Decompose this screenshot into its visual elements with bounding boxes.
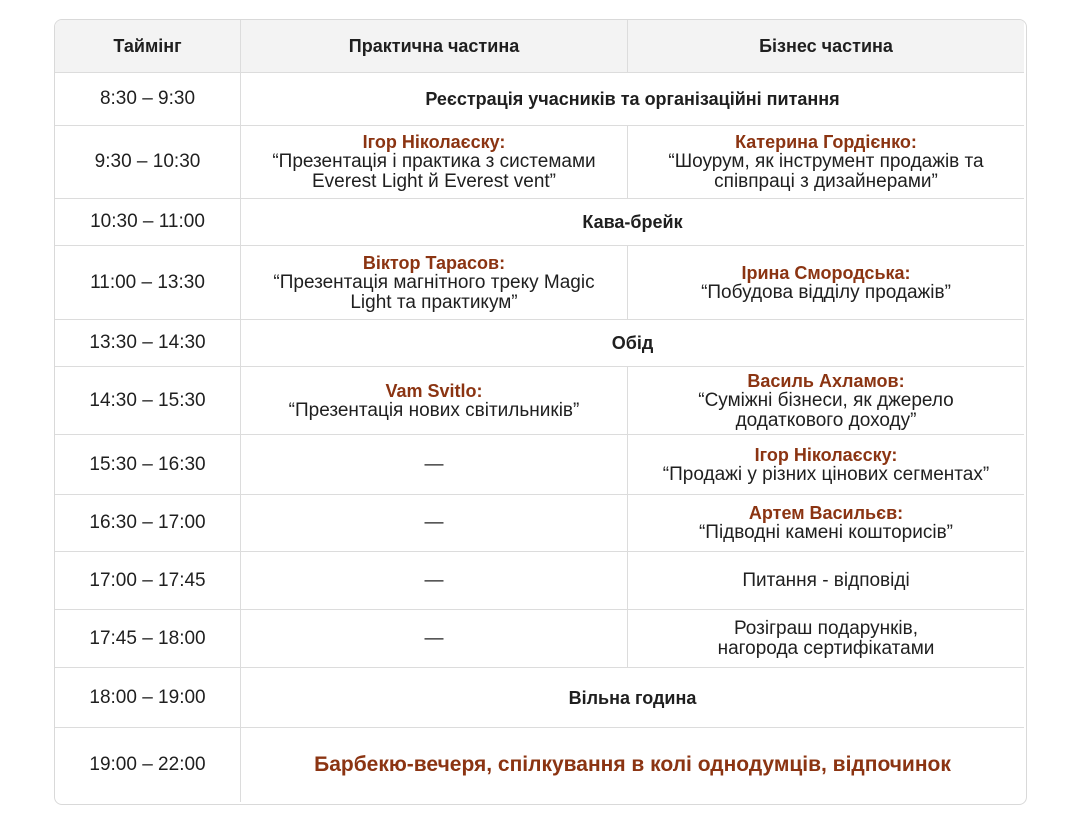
time-cell: 14:30 – 15:30 (55, 367, 241, 435)
talk-title: “Презентація магнітного треку Magic Light та практикум” (273, 271, 595, 313)
business-text-line: Розіграш подарунків, (733, 617, 919, 639)
business-cell (628, 610, 1024, 668)
practical-cell: — (241, 552, 628, 610)
time-cell: 10:30 – 11:00 (55, 199, 241, 246)
practical-cell: — (241, 495, 628, 552)
talk-title: “Суміжні бізнеси, як джерело додаткового доходу” (698, 389, 954, 431)
business-cell (628, 246, 1024, 320)
time-cell: 16:30 – 17:00 (55, 495, 241, 552)
time-cell: 17:00 – 17:45 (55, 552, 241, 610)
practical-cell: — (241, 435, 628, 495)
full-row-cell: Вільна година (241, 668, 1024, 728)
header-practical: Практична частина (241, 20, 628, 73)
schedule-table (54, 19, 1027, 805)
speaker-name: Ігор Ніколаєску: (362, 132, 506, 152)
speaker-name: Віктор Тарасов: (362, 252, 506, 273)
header-timing: Таймінг (55, 20, 241, 73)
business-cell (628, 435, 1024, 495)
speaker-name: Катерина Гордієнко: (735, 132, 917, 152)
speaker-name: Василь Ахламов: (747, 370, 905, 391)
talk-title: “Продажі у різних цінових сегментах” (662, 463, 990, 485)
speaker-name: Vam Svitlo: (385, 380, 483, 401)
full-row-cell: Барбекю-вечеря, спілкування в колі однодумців, відпочинок (314, 753, 951, 776)
full-row-cell: Реєстрація учасників та організаційні питання (241, 73, 1024, 126)
full-row-cell: Обід (241, 320, 1024, 367)
time-cell: 11:00 – 13:30 (55, 246, 241, 320)
header-business: Бізнес частина (628, 20, 1024, 73)
practical-cell (241, 367, 628, 435)
business-text-line: нагорода сертифікатами (717, 637, 935, 659)
time-cell: 17:45 – 18:00 (55, 610, 241, 668)
time-cell: 15:30 – 16:30 (55, 435, 241, 495)
time-cell: 13:30 – 14:30 (55, 320, 241, 367)
speaker-name: Ірина Смородська: (741, 262, 911, 283)
practical-cell (241, 126, 628, 199)
business-cell: Питання - відповіді (628, 552, 1024, 610)
business-cell (628, 126, 1024, 199)
practical-cell: — (241, 610, 628, 668)
business-cell (628, 367, 1024, 435)
practical-cell (241, 246, 628, 320)
talk-title: “Шоурум, як інструмент продажів та співпраці з дизайнерами” (668, 151, 984, 192)
time-cell: 8:30 – 9:30 (55, 73, 241, 126)
speaker-name: Ігор Ніколаєску: (754, 444, 898, 465)
time-cell: 9:30 – 10:30 (55, 126, 241, 199)
business-cell (628, 495, 1024, 552)
speaker-name: Артем Васильєв: (748, 503, 904, 523)
talk-title: “Підводні камені кошторисів” (698, 522, 954, 543)
time-cell: 19:00 – 22:00 (55, 728, 241, 802)
full-row-cell: Кава-брейк (241, 199, 1024, 246)
talk-title: “Презентація і практика з системами Everest Light й Everest vent” (272, 151, 596, 192)
talk-title: “Презентація нових світильників” (288, 399, 580, 421)
time-cell: 18:00 – 19:00 (55, 668, 241, 728)
talk-title: “Побудова відділу продажів” (701, 281, 951, 303)
